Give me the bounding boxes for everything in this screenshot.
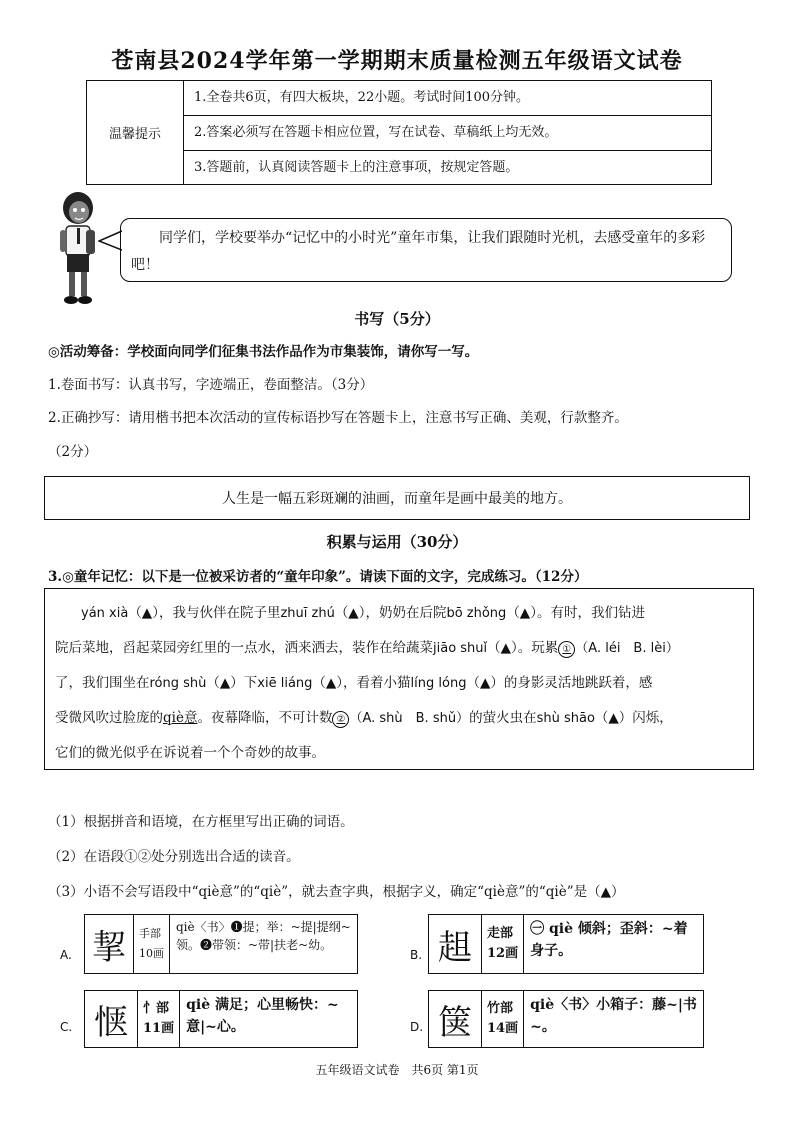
- sub-question-3: （3）小语不会写语段中“qiè意”的“qiè”，就去查字典，根据字义，确定“qiè意”的“qiè”是（▲）: [48, 884, 625, 900]
- item-2: 2.正确抄写：请用楷书把本次活动的宣传标语抄写在答题卡上，注意书写正确、美观，行款整齐。: [48, 410, 628, 426]
- sub-question-1: （1）根据拼音和语境，在方框里写出正确的词语。: [48, 814, 354, 830]
- option-c-definition: qiè 满足；心里畅快：~意|~心。: [186, 997, 339, 1035]
- option-d-char: 箧: [429, 991, 482, 1047]
- option-a-definition: qiè〈书〉❶提；举：~提|提纲~领。❷带领：~带|扶老~幼。: [176, 920, 351, 952]
- blank-marker-1: ①: [558, 641, 575, 658]
- section-heading-writing: 书写（5分）: [354, 310, 440, 328]
- passage-box: [44, 588, 754, 770]
- option-d-card: [428, 990, 704, 1048]
- option-a-radical: 手部 10画: [134, 915, 170, 973]
- option-b-letter: B.: [410, 948, 423, 962]
- section-heading-accumulation: 积累与运用（30分）: [326, 533, 468, 551]
- question-3: 3.◎童年记忆：以下是一位被采访者的“童年印象”。请读下面的文字，完成练习。（12分）: [48, 569, 588, 585]
- option-d-letter: D.: [410, 1020, 424, 1034]
- intro-bubble: 同学们，学校要举办“记忆中的小时光”童年市集，让我们跟随时光机，去感受童年的多彩吧！: [120, 218, 732, 282]
- option-c-card: [84, 990, 358, 1048]
- passage-line: 院后菜地，舀起菜园旁红里的一点水，洒来洒去，装作在给蔬菜jiāo shuǐ（▲）。玩累 ① （A. léi B. lèi）: [55, 640, 679, 656]
- tips-body: [184, 81, 711, 184]
- sub-question-2: （2）在语段①②处分别选出合适的读音。: [48, 849, 300, 865]
- option-b-radical: 走部 12画: [482, 915, 524, 973]
- activity-text: ◎活动筹备：学校面向同学们征集书法作品作为市集装饰，请你写一写。: [48, 344, 479, 360]
- page-footer: 五年级语文试卷 共6页 第1页: [315, 1063, 479, 1077]
- option-a-card: [84, 914, 358, 974]
- tip-line: 3.答题前，认真阅读答题卡上的注意事项，按规定答题。: [194, 160, 519, 175]
- option-b-char: 趄: [429, 915, 482, 973]
- item-1: 1.卷面书写：认真书写，字迹端正，卷面整洁。（3分）: [48, 377, 374, 393]
- option-c-char: 惬: [85, 991, 138, 1047]
- tips-box: [86, 80, 712, 185]
- option-d-definition: qiè〈书〉小箱子：藤~|书~。: [530, 997, 697, 1035]
- passage-line: yán xià（▲），我与伙伴在院子里zhuī zhú（▲），奶奶在后院bō zhǒng（▲）。有时，我们钻进: [81, 605, 645, 621]
- passage-line: 了，我们围坐在róng shù（▲）下xiē liáng（▲），看着小猫líng lóng（▲）的身影灵活地跳跃着，感: [55, 675, 653, 691]
- item-2-score: （2分）: [48, 444, 98, 460]
- blank-marker-2: ②: [332, 711, 349, 728]
- passage-line: 受微风吹过脸庞的qiè意。夜幕降临，不可计数 ② （A. shù B. shǔ）的萤火虫在shù shāo（▲）闪烁，: [55, 710, 673, 726]
- speech-tail: [98, 228, 122, 254]
- option-c-radical: 忄部 11画: [138, 991, 180, 1047]
- motto-text: 人生是一幅五彩斑斓的油画，而童年是画中最美的地方。: [222, 491, 572, 507]
- option-b-card: [428, 914, 704, 974]
- option-a-letter: A.: [60, 948, 72, 962]
- tips-label: 温馨提示: [87, 81, 184, 184]
- option-d-radical: 竹部 14画: [482, 991, 524, 1047]
- tip-line: 2.答案必须写在答题卡相应位置，写在试卷、草稿纸上均无效。: [184, 116, 711, 151]
- motto-box: [44, 476, 750, 520]
- page-title: 苍南县2024学年第一学期期末质量检测五年级语文试卷: [111, 48, 683, 74]
- underlined-word: qiè意: [163, 710, 198, 726]
- option-b-definition: ㊀ qiè 倾斜；歪斜：~着身子。: [530, 921, 688, 959]
- tip-line: 1.全卷共6页，有四大板块，22小题。考试时间100分钟。: [184, 81, 711, 116]
- passage-line: 它们的微光似乎在诉说着一个个奇妙的故事。: [55, 745, 325, 761]
- option-c-letter: C.: [60, 1020, 73, 1034]
- option-a-char: 挈: [85, 915, 134, 973]
